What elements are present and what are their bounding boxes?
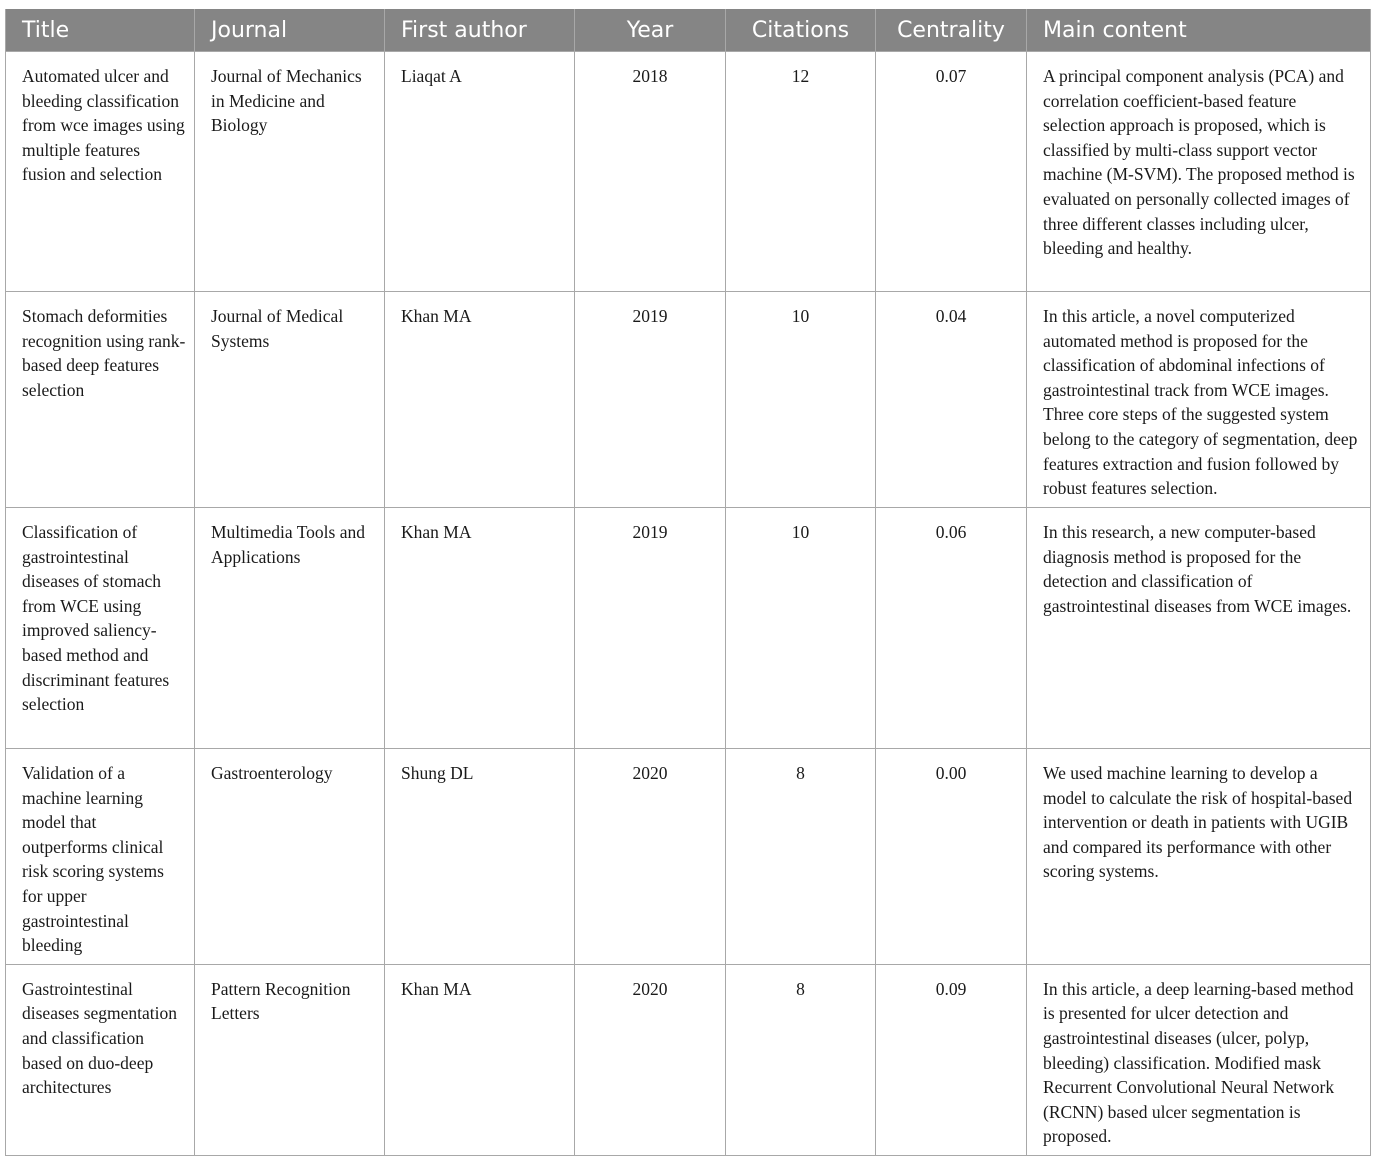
table-row [6,292,1371,508]
cell-citations: 8 [726,964,876,1155]
literature-table [5,9,1371,1156]
cell-title: Stomach deformities recognition using rank-based deep features selection [6,292,195,508]
cell-title: Classification of gastrointestinal diseases of stomach from WCE using improved saliency-based method and discriminant features selection [6,508,195,749]
header-first-author: First author [385,9,575,52]
cell-author: Shung DL [385,749,575,965]
header-title: Title [6,9,195,52]
cell-journal: Pattern Recognition Letters [195,964,385,1155]
table-row [6,508,1371,749]
cell-year: 2018 [575,52,726,292]
cell-citations: 10 [726,508,876,749]
cell-journal: Gastroenterology [195,749,385,965]
cell-centrality: 0.06 [876,508,1027,749]
cell-centrality: 0.09 [876,964,1027,1155]
cell-year: 2019 [575,508,726,749]
cell-author: Liaqat A [385,52,575,292]
cell-main-content: In this article, a novel computerized automated method is proposed for the classification of abdominal infections of gastrointestinal track from WCE images. Three core steps of the suggested system belong to the category of segmentation, deep features extraction and fusion followed by robust features selection. [1027,292,1371,508]
header-journal: Journal [195,9,385,52]
table-row [6,749,1371,965]
cell-journal: Journal of Mechanics in Medicine and Biology [195,52,385,292]
cell-year: 2019 [575,292,726,508]
header-row [6,9,1371,52]
header-main-content: Main content [1027,9,1371,52]
cell-centrality: 0.04 [876,292,1027,508]
cell-author: Khan MA [385,292,575,508]
cell-citations: 8 [726,749,876,965]
cell-author: Khan MA [385,964,575,1155]
header-citations: Citations [726,9,876,52]
cell-centrality: 0.07 [876,52,1027,292]
table-row [6,52,1371,292]
cell-year: 2020 [575,749,726,965]
cell-year: 2020 [575,964,726,1155]
cell-main-content: In this article, a deep learning-based method is presented for ulcer detection and gastrointestinal diseases (ulcer, polyp, bleeding) classification. Modified mask Recurrent Convolutional Neural Network (RCNN) based ulcer segmentation is proposed. [1027,964,1371,1155]
cell-centrality: 0.00 [876,749,1027,965]
cell-title: Automated ulcer and bleeding classification from wce images using multiple features fusion and selection [6,52,195,292]
header-centrality: Centrality [876,9,1027,52]
cell-citations: 10 [726,292,876,508]
cell-title: Gastrointestinal diseases segmentation and classification based on duo-deep architectures [6,964,195,1155]
cell-journal: Multimedia Tools and Applications [195,508,385,749]
cell-citations: 12 [726,52,876,292]
header-year: Year [575,9,726,52]
cell-main-content: In this research, a new computer-based diagnosis method is proposed for the detection and classification of gastrointestinal diseases from WCE images. [1027,508,1371,749]
table-row [6,964,1371,1155]
cell-author: Khan MA [385,508,575,749]
cell-title: Validation of a machine learning model that outperforms clinical risk scoring systems for upper gastrointestinal bleeding [6,749,195,965]
cell-journal: Journal of Medical Systems [195,292,385,508]
cell-main-content: A principal component analysis (PCA) and correlation coefficient-based feature selection approach is proposed, which is classified by multi-class support vector machine (M-SVM). The proposed method is evaluated on personally collected images of three different classes including ulcer, bleeding and healthy. [1027,52,1371,292]
cell-main-content: We used machine learning to develop a model to calculate the risk of hospital-based intervention or death in patients with UGIB and compared its performance with other scoring systems. [1027,749,1371,965]
